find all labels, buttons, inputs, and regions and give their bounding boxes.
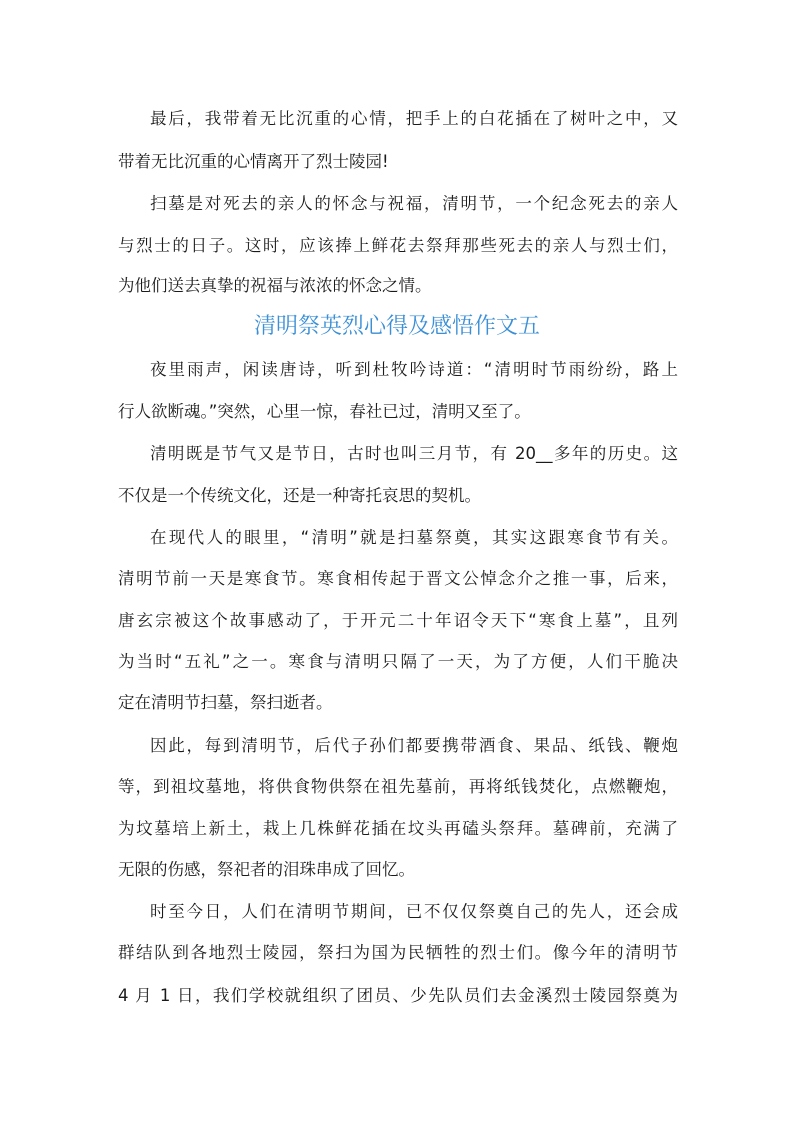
paragraph-line: 清明既是节气又是节日，古时也叫三月节，有 20__多年的历史。这 (150, 444, 678, 463)
paragraph-line: 唐玄宗被这个故事感动了，于开元二十年诏令天下“寒食上墓”，且列 (118, 611, 678, 630)
paragraph-line: 无限的伤感，祭祀者的泪珠串成了回忆。 (118, 860, 415, 879)
paragraph-line: 夜里雨声，闲读唐诗，听到杜牧吟诗道：“清明时节雨纷纷，路上 (150, 360, 678, 379)
paragraph-line: 最后，我带着无比沉重的心情，把手上的白花插在了树叶之中，又 (150, 109, 678, 128)
paragraph-line: 为当时“五礼”之一。寒食与清明只隔了一天，为了方便，人们干脆决 (118, 652, 678, 671)
paragraph-line: 扫墓是对死去的亲人的怀念与祝福，清明节，一个纪念死去的亲人 (150, 194, 678, 213)
paragraph-line: 等，到祖坟墓地，将供食物供祭在祖先墓前，再将纸钱焚化，点燃鞭炮， (118, 777, 678, 796)
paragraph-line: 行人欲断魂。”突然，心里一惊，春社已过，清明又至了。 (118, 402, 531, 421)
section-title: 清明祭英烈心得及感悟作文五 (253, 314, 540, 339)
paragraph-line: 不仅是一个传统文化，还是一种寄托哀思的契机。 (118, 486, 481, 505)
paragraph-line: 清明节前一天是寒食节。寒食相传起于晋文公悼念介之推一事，后来， (118, 569, 678, 588)
paragraph-line: 与烈士的日子。这时，应该捧上鲜花去祭拜那些死去的亲人与烈士们， (118, 236, 678, 255)
paragraph-line: 群结队到各地烈士陵园，祭扫为国为民牺牲的烈士们。像今年的清明节 (118, 943, 678, 962)
paragraph-line: 时至今日，人们在清明节期间，已不仅仅祭奠自己的先人，还会成 (150, 902, 678, 921)
paragraph-line: 因此，每到清明节，后代子孙们都要携带酒食、果品、纸钱、鞭炮 (150, 736, 678, 755)
paragraph-line: 定在清明节扫墓，祭扫逝者。 (118, 693, 333, 712)
paragraph-line: 4 月 1 日，我们学校就组织了团员、少先队员们去金溪烈士陵园祭奠为 (118, 986, 678, 1005)
paragraph-line: 带着无比沉重的心情离开了烈士陵园! (118, 152, 389, 171)
paragraph-line: 为他们送去真挚的祝福与浓浓的怀念之情。 (118, 276, 432, 295)
paragraph-line: 在现代人的眼里，“清明”就是扫墓祭奠，其实这跟寒食节有关。 (150, 528, 678, 547)
paragraph-line: 为坟墓培上新土，栽上几株鲜花插在坟头再磕头祭拜。墓碑前，充满了 (118, 819, 678, 838)
